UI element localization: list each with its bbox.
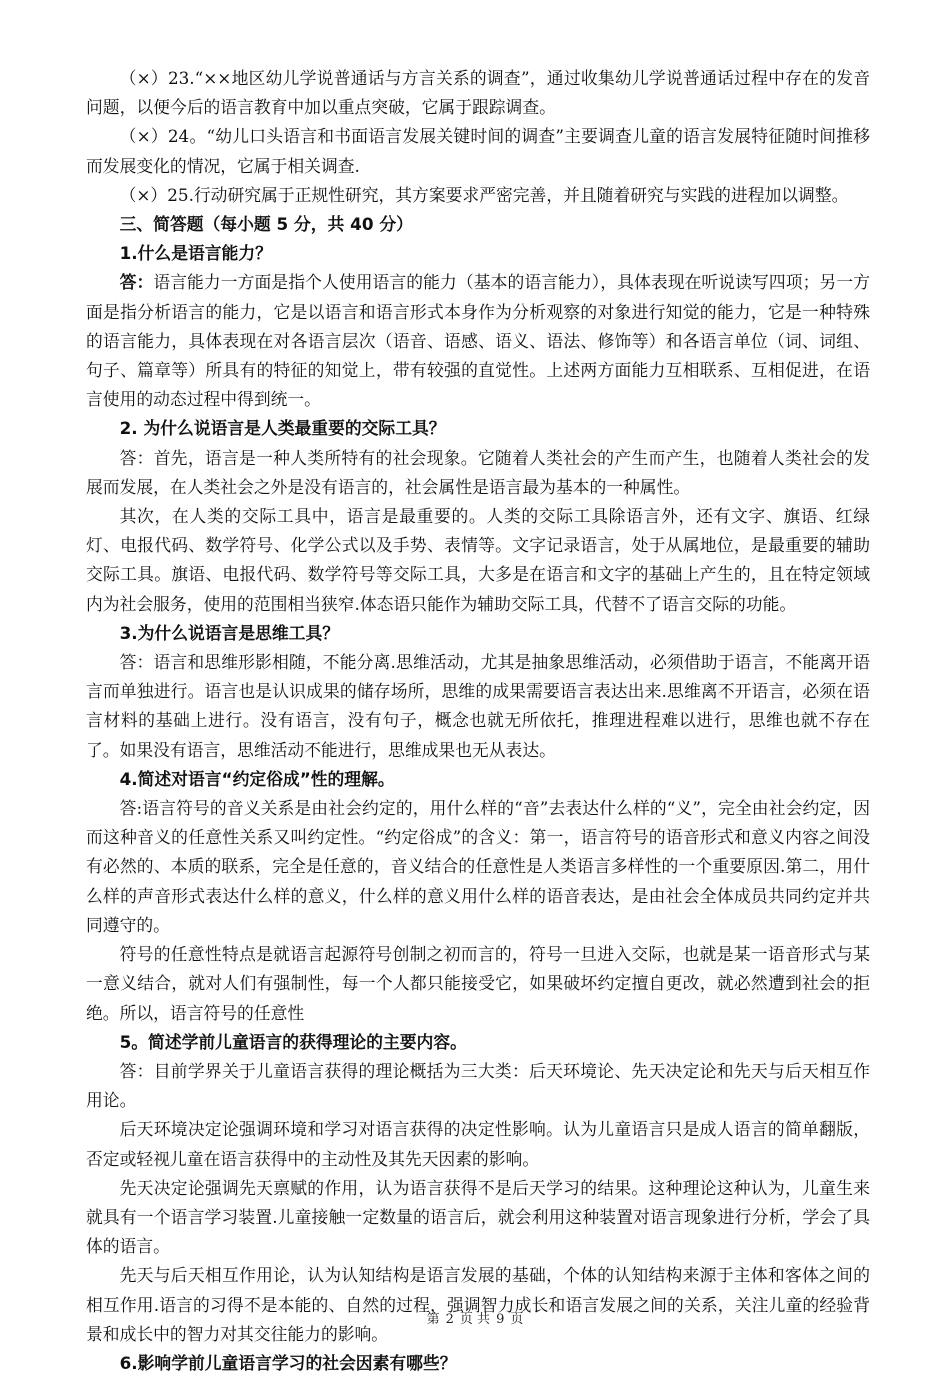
question-3-title: 3.为什么说语言是思维工具？	[119, 622, 340, 643]
question-3-answer: 答：语言和思维形影相随，不能分离.思维活动，尤其是抽象思维活动，必须借助于语言，不能离开语言而单独进行。语言也是认识成果的储存场所，思维的成果需要语言表达出来.思维离不开语言，必须在语言材料的基础上进行。没有语言，没有句子，概念也就无所依托，推理进程难以进行，思维也就不存在了。如果没有语言，思维活动不能进行，思维成果也无从表达。	[86, 652, 870, 760]
question-1-answer	[86, 268, 870, 414]
question-5-paragraph: 后天环境决定论强调环境和学习对语言获得的决定性影响。认为儿童语言只是成人语言的简单翻版，否定或轻视儿童在语言获得中的主动性及其先天因素的影响。	[86, 1119, 870, 1169]
question-4-title: 4.简述对语言“约定俗成”性的理解。	[119, 768, 395, 789]
footer-suffix: 页	[510, 1312, 524, 1327]
judgment-item-24: （×）24。“幼儿口头语言和书面语言发展关键时间的调查”主要调查儿童的语言发展特征随时间推移而发展变化的情况，它属于相关调查.	[86, 126, 870, 176]
page-total: 9	[496, 1312, 505, 1327]
footer-prefix: 第	[426, 1312, 440, 1327]
page-footer	[0, 1308, 950, 1327]
footer-middle: 页 共	[459, 1312, 491, 1327]
question-1-title: 1.什么是语言能力？	[119, 243, 272, 264]
answer-label: 答：	[119, 272, 154, 293]
page-number: 2	[445, 1312, 454, 1327]
question-2-paragraph: 其次，在人类的交际工具中，语言是最重要的。人类的交际工具除语言外，还有文字、旗语、红绿灯、电报代码、数学符号、化学公式以及手势、表情等。文字记录语言，处于从属地位，是最重要的辅助交际工具。旗语、电报代码、数学符号等交际工具，大多是在语言和文字的基础上产生的，且在特定领域内为社会服务，使用的范围相当狭窄.体态语只能作为辅助交际工具，代替不了语言交际的功能。	[86, 506, 870, 614]
question-4-paragraph: 答:语言符号的音义关系是由社会约定的，用什么样的“音”去表达什么样的“义”，完全由社会约定，因而这种音义的任意性关系又叫约定性。“约定俗成”的含义：第一，语言符号的语音形式和意义内容之间没有必然的、本质的联系，完全是任意的，音义结合的任意性是人类语言多样性的一个重要原因.第二，用什么样的声音形式表达什么样的意义，什么样的意义用什么样的语音表达，是由社会全体成员共同约定并共同遵守的。	[86, 798, 870, 935]
question-4-paragraph: 符号的任意性特点是就语言起源符号创制之初而言的，符号一旦进入交际，也就是某一语音形式与某一意义结合，就对人们有强制性，每一个人都只能接受它，如果破坏约定擅自更改，就必然遭到社会的拒绝。所以，语言符号的任意性	[86, 944, 870, 1023]
question-5-paragraph: 先天决定论强调先天禀赋的作用，认为语言获得不是后天学习的结果。这种理论这种认为，儿童生来就具有一个语言学习装置.儿童接触一定数量的语言后，就会利用这种装置对语言现象进行分析，学会了具体的语言。	[86, 1177, 870, 1257]
question-5-paragraph: 答：目前学界关于儿童语言获得的理论概括为三大类：后天环境论、先天决定论和先天与后天相互作用论。	[86, 1060, 870, 1111]
question-2-title: 2. 为什么说语言是人类最重要的交际工具？	[119, 418, 446, 439]
document-page	[86, 64, 870, 1378]
question-1-answer-text: 语言能力一方面是指个人使用语言的能力（基本的语言能力），具体表现在听说读写四项；另一方面是指分析语言的能力，它是以语言和语言形式本身作为分析观察的对象进行知觉的能力，它是一种特殊的语言能力，具体表现在对各语言层次（语音、语感、语义、语法、修饰等）和各语言单位（词、词组、句子、篇章等）所具有的特征的知觉上，带有较强的直觉性。上述两方面能力互相联系、互相促进，在语言使用的动态过程中得到统一。	[86, 272, 870, 410]
question-6-title: 6.影响学前儿童语言学习的社会因素有哪些？	[119, 1352, 457, 1373]
judgment-item-23: （×）23.“××地区幼儿学说普通话与方言关系的调查”，通过收集幼儿学说普通话过程中存在的发音问题，以便今后的语言教育中加以重点突破，它属于跟踪调查。	[86, 68, 870, 118]
judgment-item-25: （×）25.行动研究属于正规性研究，其方案要求严密完善，并且随着研究与实践的进程加以调整。	[119, 184, 849, 205]
question-5-paragraph: 先天与后天相互作用论，认为认知结构是语言发展的基础，个体的认知结构来源于主体和客体之间的相互作用.语言的习得不是本能的、自然的过程，强调智力成长和语言发展之间的关系，关注儿童的经验背景和成长中的智力对其交往能力的影响。	[86, 1265, 870, 1344]
question-5-title: 5。简述学前儿童语言的获得理论的主要内容。	[119, 1031, 467, 1052]
question-2-paragraph: 答：首先，语言是一种人类所特有的社会现象。它随着人类社会的产生而产生，也随着人类社会的发展而发展，在人类社会之外是没有语言的，社会属性是语言最为基本的一种属性。	[86, 447, 870, 497]
section-title: 三、简答题（每小题 5 分，共 40 分）	[119, 214, 413, 235]
